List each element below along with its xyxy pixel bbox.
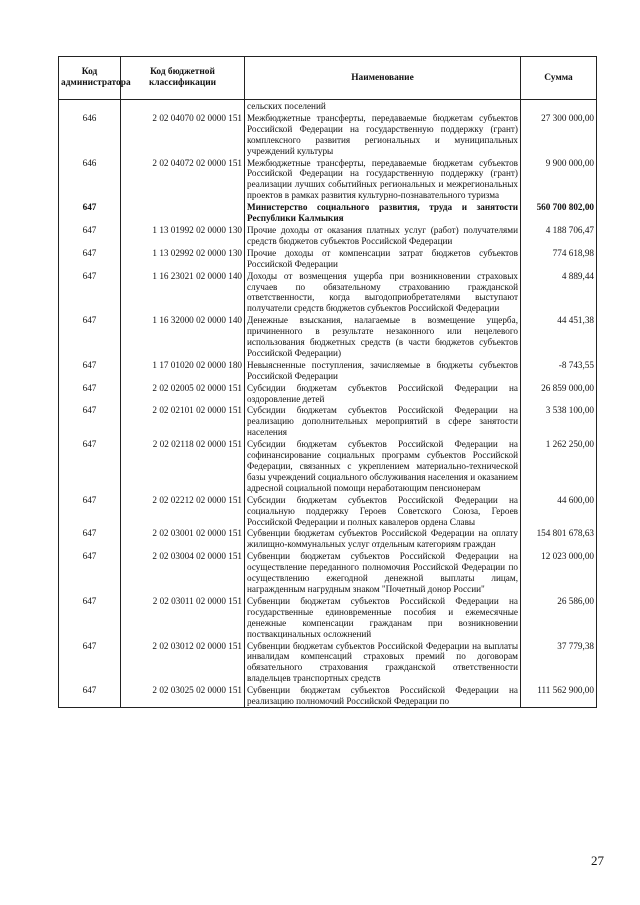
table-row	[59, 640, 597, 685]
amount-cell: 12 023 000,00	[521, 550, 597, 595]
budget-code-cell: 2 02 02101 02 0000 151	[121, 404, 245, 438]
budget-code-cell: 2 02 03011 02 0000 151	[121, 595, 245, 640]
amount-cell: -8 743,55	[521, 359, 597, 382]
admin-code-cell: 647	[59, 314, 121, 359]
name-cell: Субсидии бюджетам субъектов Российской Федерации на оздоровление детей	[245, 382, 521, 405]
admin-code-cell: 647	[59, 527, 121, 550]
budget-code-cell: 1 13 01992 02 0000 130	[121, 224, 245, 247]
admin-code-cell	[59, 100, 121, 112]
name-cell: Субсидии бюджетам субъектов Российской Федерации на софинансирование социальных программ субъектов Российской Федерации, связанных с укреплением материально-технической базы учреждений социального обслуживания населения и оказанием адресной социальной помощи неработающим пенсионерам	[245, 438, 521, 494]
table-body	[59, 100, 597, 708]
table-row	[59, 314, 597, 359]
name-cell: Министерство социального развития, труда и занятости Республики Калмыкия	[245, 201, 521, 224]
header-name: Наименование	[245, 57, 521, 100]
amount-cell: 560 700 802,00	[521, 201, 597, 224]
budget-code-cell: 2 02 03025 02 0000 151	[121, 684, 245, 707]
name-cell: Субвенции бюджетам субъектов Российской Федерации на реализацию полномочий Российской Федерации по	[245, 684, 521, 707]
admin-code-cell: 647	[59, 382, 121, 405]
budget-code-cell: 2 02 03012 02 0000 151	[121, 640, 245, 685]
table-row	[59, 112, 597, 157]
amount-cell: 26 586,00	[521, 595, 597, 640]
amount-cell	[521, 100, 597, 112]
table-row	[59, 438, 597, 494]
admin-code-cell: 647	[59, 270, 121, 315]
table-row	[59, 157, 597, 202]
name-cell: Прочие доходы от оказания платных услуг (работ) получателями средств бюджетов субъектов Российской Федерации	[245, 224, 521, 247]
budget-code-cell: 1 17 01020 02 0000 180	[121, 359, 245, 382]
admin-code-cell: 646	[59, 112, 121, 157]
name-cell: Субвенции бюджетам субъектов Российской Федерации на оплату жилищно-коммунальных услуг отдельным категориям граждан	[245, 527, 521, 550]
table-row	[59, 224, 597, 247]
table-row	[59, 550, 597, 595]
name-cell: сельских поселений	[245, 100, 521, 112]
budget-code-cell	[121, 201, 245, 224]
amount-cell: 26 859 000,00	[521, 382, 597, 405]
table-header-row	[59, 57, 597, 100]
table-row	[59, 494, 597, 528]
amount-cell: 44 600,00	[521, 494, 597, 528]
name-cell: Доходы от возмещения ущерба при возникновении страховых случаев по обязательному страхованию гражданской ответственности, когда выгодоприобретателями выступают получатели средств бюджетов субъектов Российской Федерации	[245, 270, 521, 315]
budget-sheet	[58, 56, 596, 708]
budget-code-cell: 2 02 03004 02 0000 151	[121, 550, 245, 595]
name-cell: Субвенции бюджетам субъектов Российской Федерации на осуществление переданного полномочия Российской Федерации по осуществлению ежегодной денежной выплаты лицам, награжденным нагрудным знаком "Почетный донор России"	[245, 550, 521, 595]
admin-code-cell: 647	[59, 595, 121, 640]
budget-code-cell: 2 02 02005 02 0000 151	[121, 382, 245, 405]
table-row	[59, 270, 597, 315]
table-row	[59, 100, 597, 112]
budget-code-cell: 1 13 02992 02 0000 130	[121, 247, 245, 270]
page-number: 27	[591, 853, 604, 868]
amount-cell: 4 889,44	[521, 270, 597, 315]
admin-code-cell: 647	[59, 224, 121, 247]
admin-code-cell: 647	[59, 404, 121, 438]
name-cell: Невыясненные поступления, зачисляемые в бюджеты субъектов Российской Федерации	[245, 359, 521, 382]
budget-code-cell: 2 02 02212 02 0000 151	[121, 494, 245, 528]
amount-cell: 774 618,98	[521, 247, 597, 270]
table-row	[59, 595, 597, 640]
admin-code-cell: 647	[59, 550, 121, 595]
table-row	[59, 404, 597, 438]
budget-code-cell: 2 02 04070 02 0000 151	[121, 112, 245, 157]
name-cell: Прочие доходы от компенсации затрат бюджетов субъектов Российской Федерации	[245, 247, 521, 270]
name-cell: Денежные взыскания, налагаемые в возмещение ущерба, причиненного в результате незаконного или нецелевого использования бюджетных средств (в части бюджетов субъектов Российской Федерации)	[245, 314, 521, 359]
admin-code-cell: 647	[59, 201, 121, 224]
amount-cell: 3 538 100,00	[521, 404, 597, 438]
header-budget-code: Код бюджетной классификации	[121, 57, 245, 100]
table-row	[59, 684, 597, 707]
budget-code-cell: 2 02 03001 02 0000 151	[121, 527, 245, 550]
budget-code-cell: 1 16 32000 02 0000 140	[121, 314, 245, 359]
header-amount: Сумма	[521, 57, 597, 100]
table-row	[59, 382, 597, 405]
amount-cell: 37 779,38	[521, 640, 597, 685]
table-row	[59, 247, 597, 270]
name-cell: Межбюджетные трансферты, передаваемые бюджетам субъектов Российской Федерации на государственную поддержку (грант) реализации лучших событийных региональных и межрегиональных проектов в рамках развития культурно-познавательного туризма	[245, 157, 521, 202]
admin-code-cell: 647	[59, 359, 121, 382]
admin-code-cell: 647	[59, 438, 121, 494]
name-cell: Субсидии бюджетам субъектов Российской Федерации на реализацию дополнительных мероприятий в сфере занятости населения	[245, 404, 521, 438]
amount-cell: 4 188 706,47	[521, 224, 597, 247]
table-row	[59, 201, 597, 224]
budget-code-cell: 2 02 02118 02 0000 151	[121, 438, 245, 494]
admin-code-cell: 646	[59, 157, 121, 202]
amount-cell: 9 900 000,00	[521, 157, 597, 202]
name-cell: Субсидии бюджетам субъектов Российской Федерации на социальную поддержку Героев Советского Союза, Героев Российской Федерации и полных кавалеров ордена Славы	[245, 494, 521, 528]
budget-code-cell	[121, 100, 245, 112]
table-row	[59, 527, 597, 550]
budget-code-cell: 1 16 23021 02 0000 140	[121, 270, 245, 315]
table-row	[59, 359, 597, 382]
name-cell: Субвенции бюджетам субъектов Российской Федерации на государственные единовременные пособия и ежемесячные денежные компенсации гражданам при возникновении поствакцинальных осложнений	[245, 595, 521, 640]
budget-code-cell: 2 02 04072 02 0000 151	[121, 157, 245, 202]
admin-code-cell: 647	[59, 247, 121, 270]
admin-code-cell: 647	[59, 684, 121, 707]
amount-cell: 1 262 250,00	[521, 438, 597, 494]
amount-cell: 154 801 678,63	[521, 527, 597, 550]
header-admin-code: Код администратора	[59, 57, 121, 100]
amount-cell: 111 562 900,00	[521, 684, 597, 707]
name-cell: Межбюджетные трансферты, передаваемые бюджетам субъектов Российской Федерации на государственную поддержку (грант) комплексного развития региональных и муниципальных учреждений культуры	[245, 112, 521, 157]
budget-revenue-table	[58, 56, 597, 708]
amount-cell: 27 300 000,00	[521, 112, 597, 157]
admin-code-cell: 647	[59, 494, 121, 528]
amount-cell: 44 451,38	[521, 314, 597, 359]
admin-code-cell: 647	[59, 640, 121, 685]
name-cell: Субвенции бюджетам субъектов Российской Федерации на выплаты инвалидам компенсаций страховых премий по договорам обязательного страхования гражданской ответственности владельцев транспортных средств	[245, 640, 521, 685]
